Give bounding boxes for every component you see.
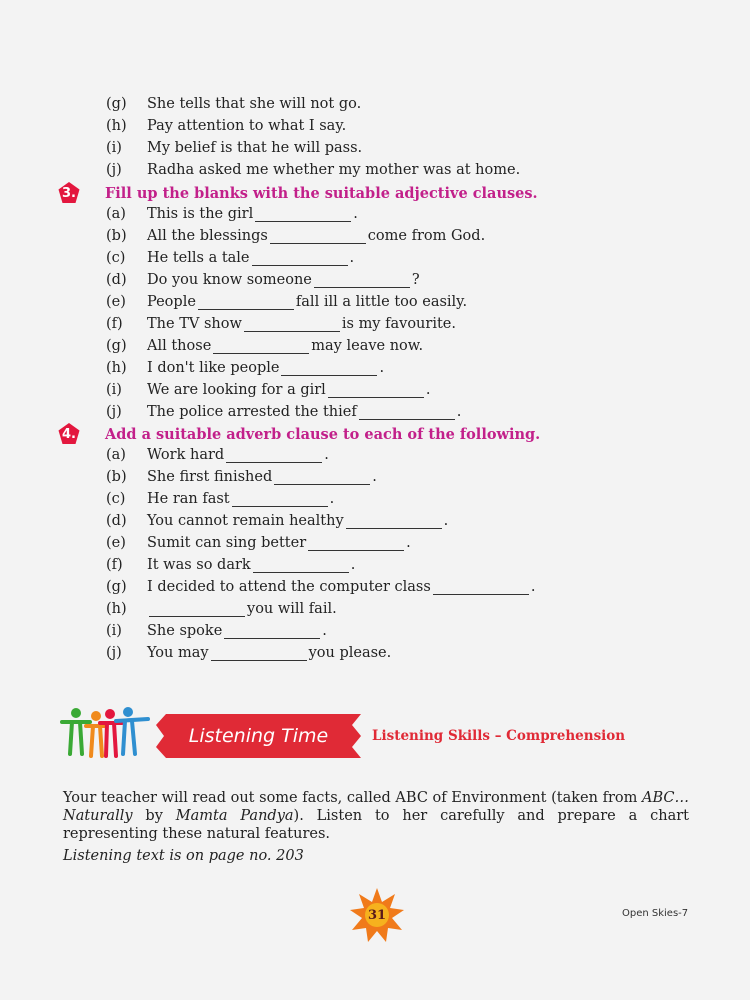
item-label: (j) [106,645,122,661]
item-text-after: ? [411,272,420,288]
item-label: (i) [106,382,122,398]
question-3-heading [57,182,538,204]
item-text-after: . [353,206,358,222]
item-text-after: . [379,360,385,376]
item-text-before: You may [147,645,209,661]
item-label: (a) [106,447,126,463]
item-text-before: All the blessings [147,228,268,244]
book-title: ABC…Naturally [63,790,689,824]
answer-blank[interactable] [433,580,529,595]
instructions-text-b: ). Listen to her carefully and prepare a chart representing these natural features. [63,808,689,842]
item-text-before: I decided to attend the computer class [147,579,431,595]
question-number-badge [57,181,81,205]
question-3-number: 3. [62,185,76,201]
item-label: (e) [106,294,126,310]
instructions-by: by [132,808,176,824]
item-label: (h) [106,601,127,617]
answer-blank[interactable] [270,229,366,244]
item-text-after: . [324,447,329,463]
item-text-after: . [350,557,356,573]
item-label: (h) [106,360,127,376]
item-text-after: . [349,250,355,266]
question-4-heading [57,423,541,445]
question-4-title: Add a suitable adverb clause to each of the following. [105,425,541,443]
item-text-after: . [406,535,411,551]
item-text-after: . [425,382,431,398]
item-label: (d) [106,513,127,529]
answer-blank[interactable] [314,273,410,288]
answer-blank[interactable] [224,624,320,639]
item-text-before: Sumit can sing better [147,535,307,551]
item-label: (b) [106,469,127,485]
item-label: (g) [106,96,127,112]
answer-blank[interactable] [346,514,442,529]
item-text-before: All those [147,338,212,354]
item-text-after: may leave now. [311,338,424,354]
answer-blank[interactable] [211,646,307,661]
item-text: Radha asked me whether my mother was at home. [147,162,521,178]
answer-blank[interactable] [255,207,351,222]
item-text-after: . [329,491,335,507]
item-text-after: fall ill a little too easily. [295,294,468,310]
item-label: (j) [106,162,122,178]
children-group-icon [60,704,156,764]
answer-blank[interactable] [328,383,424,398]
item-text-before: She spoke [147,623,223,639]
item-label: (a) [106,206,126,222]
item-label: (e) [106,535,126,551]
item-text-before: It was so dark [147,557,251,573]
item-text-before: This is the girl [147,206,254,222]
item-text-after: . [456,404,462,420]
answer-blank[interactable] [226,448,322,463]
item-text-before: You cannot remain healthy [147,513,344,529]
listening-text-note: Listening text is on page no. 203 [63,848,304,864]
answer-blank[interactable] [274,470,370,485]
item-label: (b) [106,228,127,244]
banner-subtitle: Listening Skills – Comprehension [372,728,626,744]
item-label: (j) [106,404,122,420]
item-text: She tells that she will not go. [147,96,362,112]
item-label: (g) [106,579,127,595]
item-label: (f) [106,557,123,573]
question-number-badge [57,422,81,446]
item-label: (i) [106,623,122,639]
item-text-after: . [372,469,377,485]
item-text-before: I don't like people [147,360,280,376]
question-3-title: Fill up the blanks with the suitable adjective clauses. [105,184,538,202]
item-text-before: The police arrested the thief [147,404,357,420]
page-number-badge [350,888,404,942]
item-text-before: People [147,294,196,310]
item-label: (c) [106,491,126,507]
question-4-number: 4. [62,426,76,442]
item-text-before: The TV show [147,316,242,332]
instructions-text-a: Your teacher will read out some facts, called ABC of Environment (taken from [63,790,642,806]
item-label: (f) [106,316,123,332]
answer-blank[interactable] [198,295,294,310]
item-label: (c) [106,250,126,266]
item-text-after: come from God. [367,228,486,244]
item-text-before: Work hard [147,447,225,463]
listening-instructions [63,789,689,843]
answer-blank[interactable] [308,536,404,551]
item-text: My belief is that he will pass. [147,140,363,156]
item-text: Pay attention to what I say. [147,118,347,134]
item-text-after: . [443,513,449,529]
item-text-before: She first finished [147,469,273,485]
answer-blank[interactable] [213,339,309,354]
listening-time-banner [60,704,700,764]
item-text-after: is my favourite. [341,316,456,332]
page-number: 31 [367,907,387,923]
item-label: (g) [106,338,127,354]
answer-blank[interactable] [149,602,245,617]
author-name: Mamta Pandya [175,808,294,824]
banner-title: Listening Time [188,725,329,747]
answer-blank[interactable] [232,492,328,507]
answer-blank[interactable] [252,251,348,266]
item-label: (i) [106,140,122,156]
answer-blank[interactable] [359,405,455,420]
item-label: (d) [106,272,127,288]
item-text-after: . [322,623,327,639]
answer-blank[interactable] [253,558,349,573]
item-text-before: We are looking for a girl [147,382,326,398]
item-text-before: Do you know someone [147,272,312,288]
item-label: (h) [106,118,127,134]
item-text-after: you will fail. [247,601,337,617]
answer-blank[interactable] [244,317,340,332]
item-text-after: you please. [308,645,392,661]
answer-blank[interactable] [281,361,377,376]
item-text-after: . [530,579,536,595]
item-text-before: He ran fast [147,491,230,507]
series-name: Open Skies-7 [622,908,689,919]
item-text-before: He tells a tale [147,250,250,266]
